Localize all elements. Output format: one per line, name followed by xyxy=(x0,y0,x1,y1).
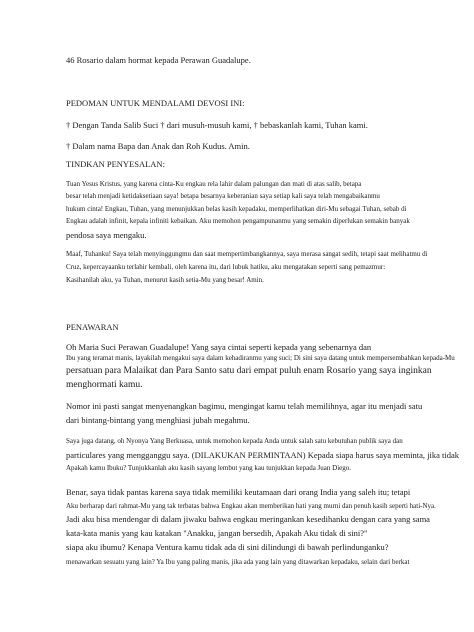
penawaran-paragraph-line: menghormati kamu. xyxy=(66,380,143,390)
penawaran-paragraph-line: Nomor ini pasti sangat menyenangkan bagimu, mengingat kamu telah memilihnya, agar itu menjadi satu xyxy=(66,401,423,411)
penawaran-paragraph-line: Saya juga datang, oh Nyonya Yang Berkuasa, untuk memohon kepada Anda untuk salah satu kebutuhan publik saya dan xyxy=(66,437,403,445)
penawaran-paragraph-line: Aku berharap dari rahmat-Mu yang tak terbatas bahwa Engkau akan memberikan hati yang murni dan penuh kasih seperti hati-Nya. xyxy=(66,502,436,510)
document-title: 46 Rosario dalam hormat kepada Perawan Guadalupe. xyxy=(66,55,251,65)
penyesalan-paragraph-line: besar telah menjadi ketidaksetiaan saya! betapa besarnya keberanian saya setiap kali saya telah mengabaikanmu xyxy=(66,192,380,200)
penyesalan-paragraph-line: Engkau adalah infinit, kepala infiniti kebaikan. Aku memohon pengampunanmu yang semakin diperlukan semakin banyak xyxy=(66,217,410,225)
penawaran-paragraph-line: Jadi aku bisa mendengar di dalam jiwaku bahwa engkau meringankan kesedihanku dengan cara yang sama xyxy=(66,514,430,524)
penyesalan-paragraph-line: Cruz, kepercayaanku terlahir kembali, oleh karena itu, dari lubuk hatiku, aku mengatakan seperti sang pemazmur: xyxy=(66,263,386,271)
pedoman-line: † Dengan Tanda Salib Suci † dari musuh-musuh kami, † bebaskanlah kami, Tuhan kami. xyxy=(66,120,368,130)
penyesalan-heading: TINDKAN PENYESALAN: xyxy=(66,159,165,169)
penyesalan-paragraph-line: pendosa saya mengaku. xyxy=(66,230,147,240)
penyesalan-paragraph-line: hukum cinta! Engkau, Tuhan, yang menunjukkan belas kasih kepadaku, memperlihatkan diri-Mu sebagai Tuhan, sebab di xyxy=(66,205,407,213)
penawaran-heading: PENAWARAN xyxy=(66,322,119,332)
penawaran-paragraph-line: Oh Maria Suci Perawan Guadalupe! Yang saya cintai seperti kepada yang sebenarnya dan xyxy=(66,342,372,352)
penawaran-paragraph-line: Apakah kamu Ibuku? Tunjukkanlah aku kasih sayang lembut yang kau tunjukkan kepada Juan Diego. xyxy=(66,464,351,472)
penawaran-paragraph-line: Benar, saya tidak pantas karena saya tidak memiliki keutamaan dari orang India yang saleh itu; tetapi xyxy=(66,487,411,497)
penyesalan-paragraph-line: Tuan Yesus Kristus, yang karena cinta-Ku engkau rela lahir dalam palungan dan mati di atas salib, betapa xyxy=(66,180,362,188)
pedoman-line: † Dalam nama Bapa dan Anak dan Roh Kudus. Amin. xyxy=(66,141,250,151)
penyesalan-paragraph-line: Kasihanilah aku, ya Tuhan, menurut kasih setia-Mu yang besar! Amin. xyxy=(66,276,264,284)
penawaran-paragraph-line: dari bintang-bintang yang menghiasi jubah megahmu. xyxy=(66,415,250,425)
penawaran-paragraph-line: persatuan para Malaikat dan Para Santo satu dari empat puluh enam Rosario yang saya inginkan xyxy=(66,366,432,376)
penawaran-paragraph-line: siapa aku ibumu? Kenapa Ventura kamu tidak ada di sini dilindungi di bawah perlindunganku? xyxy=(66,542,389,552)
penawaran-paragraph-line: particulares yang mengganggu saya. (DILAKUKAN PERMINTAAN) Kepada siapa harus saya meminta, jika tidak xyxy=(66,450,460,460)
penyesalan-paragraph-line: Maaf, Tuhanku! Saya telah menyinggungmu dan saat mempertimbangkannya, saya merasa sangat sedih, tetapi saat melihatmu di xyxy=(66,250,428,258)
penawaran-paragraph-line: menawarkan sesuatu yang lain? Ya Ibu yang paling manis, jika ada yang lain yang ditawarkan kepadaku, selain dari berkat xyxy=(66,558,410,566)
pedoman-heading: PEDOMAN UNTUK MENDALAMI DEVOSI INI: xyxy=(66,98,245,108)
penawaran-paragraph-line: Ibu yang teramat manis, layakilah mengakui saya dalam kehadiranmu yang suci; Di sini saya datang untuk mempersembahkan kepada-Mu xyxy=(66,354,455,362)
penawaran-paragraph-line: kata-kata manis yang kau katakan "Anakku, jangan bersedih, Apakah Aku tidak di sini?" xyxy=(66,528,368,538)
